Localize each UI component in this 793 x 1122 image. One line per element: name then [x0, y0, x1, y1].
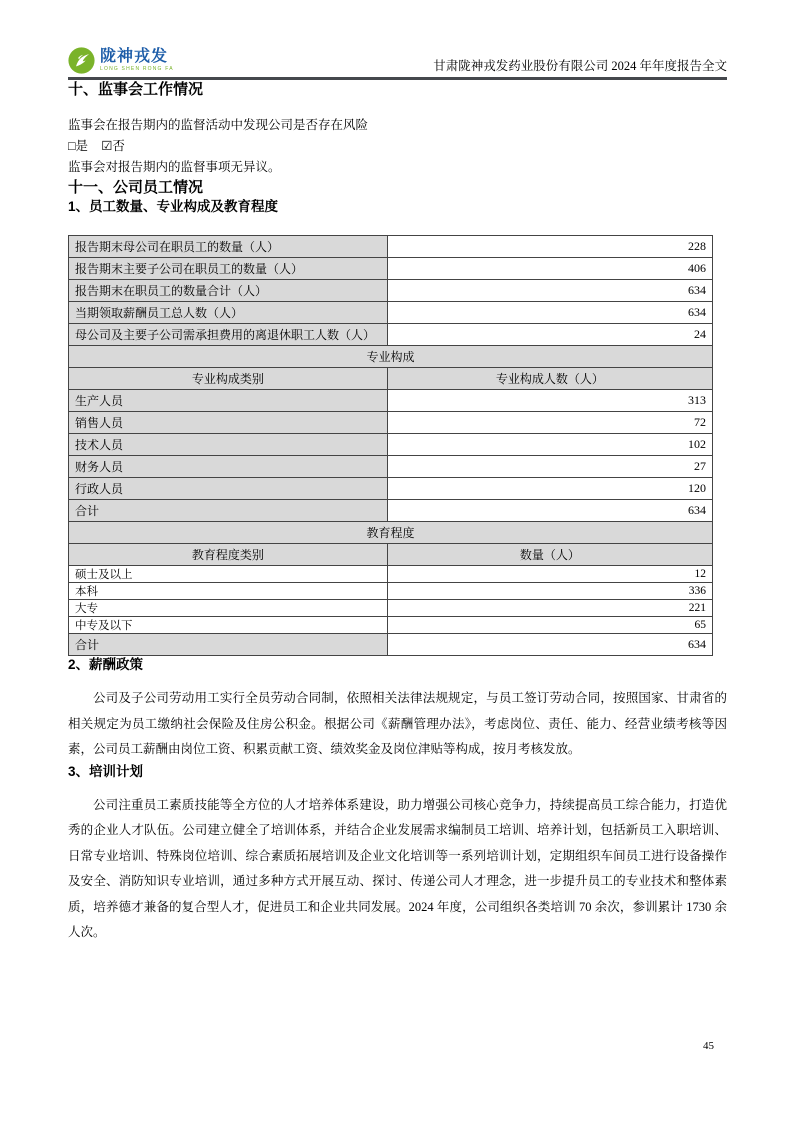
headcount-label: 当期领取薪酬员工总人数（人）: [69, 302, 388, 324]
training-plan-paragraph: 公司注重员工素质技能等全方位的人才培养体系建设，助力增强公司核心竞争力，持续提高员工综合能力，打造优秀的企业人才队伍。公司建立健全了培训体系，并结合企业发展需求编制员工培训、培养计划，包括新员工入职培训、日常专业培训、特殊岗位培训、综合素质拓展培训及企业文化培训等一系列培训计划，定期组织车间员工进行设备操作及安全、消防知识专业培训，通过多种方式开展互动、探讨、传递公司人才理念，进一步提升员工的专业技术和整体素质，培养德才兼备的复合型人才，促进员工和企业共同发展。2024 年度，公司组织各类培训 70 余次，参训累计 1730 余人次。: [68, 797, 727, 939]
headcount-value: 228: [387, 236, 712, 258]
section-heading-employees: 十一、公司员工情况: [68, 179, 204, 196]
education-row: [69, 600, 713, 617]
profession-value: 72: [387, 412, 712, 434]
headcount-value: 634: [387, 302, 712, 324]
education-row: [69, 583, 713, 600]
profession-label: 生产人员: [69, 390, 388, 412]
education-value: 336: [387, 583, 712, 600]
profession-col2-header: 专业构成人数（人）: [387, 368, 712, 390]
company-logo: [68, 47, 174, 74]
profession-total-value: 634: [387, 500, 712, 522]
profession-label: 财务人员: [69, 456, 388, 478]
profession-label: 销售人员: [69, 412, 388, 434]
profession-value: 313: [387, 390, 712, 412]
education-label: 硕士及以上: [69, 566, 388, 583]
logo-brand-text: 陇神戎发: [100, 48, 169, 65]
table-section-title-education: 教育程度: [69, 522, 713, 544]
profession-value: 27: [387, 456, 712, 478]
headcount-value: 634: [387, 280, 712, 302]
company-logo-icon: [68, 47, 95, 74]
education-col2-header: 数量（人）: [387, 544, 712, 566]
table-section-title-profession: 专业构成: [69, 346, 713, 368]
profession-label: 技术人员: [69, 434, 388, 456]
education-total-label: 合计: [69, 634, 388, 656]
education-col1-header: 教育程度类别: [69, 544, 388, 566]
supervisory-checkbox-line: [68, 136, 727, 157]
profession-total-row: [69, 500, 713, 522]
education-total-row: [69, 634, 713, 656]
subsection-heading-headcount: 1、员工数量、专业构成及教育程度: [68, 199, 279, 214]
headcount-row: [69, 324, 713, 346]
education-label: 中专及以下: [69, 617, 388, 634]
logo-brand-subtext: LONG SHEN RONG FA: [100, 66, 174, 72]
profession-row: [69, 412, 713, 434]
profession-total-label: 合计: [69, 500, 388, 522]
education-row: [69, 566, 713, 583]
headcount-value: 406: [387, 258, 712, 280]
supervisory-conclusion: 监事会对报告期内的监督事项无异议。: [68, 160, 281, 174]
page-header: [68, 46, 727, 74]
supervisory-risk-question: 监事会在报告期内的监督活动中发现公司是否存在风险: [68, 118, 369, 132]
education-label: 大专: [69, 600, 388, 617]
headcount-row: [69, 258, 713, 280]
employee-table: [68, 235, 713, 656]
salary-policy-paragraph: 公司及子公司劳动用工实行全员劳动合同制，依照相关法律法规规定，与员工签订劳动合同，按照国家、甘肃省的相关规定为员工缴纳社会保险及住房公积金。根据公司《薪酬管理办法》，考虑岗位、责任、能力、经营业绩考核等因素，公司员工薪酬由岗位工资、积累贡献工资、绩效奖金及岗位津贴等构成，按月考核发放。: [68, 691, 727, 756]
education-column-headers: [69, 544, 713, 566]
document-title: 甘肃陇神戎发药业股份有限公司 2024 年年度报告全文: [433, 59, 727, 73]
profession-value: 120: [387, 478, 712, 500]
profession-col1-header: 专业构成类别: [69, 368, 388, 390]
subsection-heading-salary: 2、薪酬政策: [68, 657, 144, 672]
section-heading-supervisory: 十、监事会工作情况: [68, 81, 204, 98]
headcount-row: [69, 280, 713, 302]
headcount-label: 报告期末主要子公司在职员工的数量（人）: [69, 258, 388, 280]
headcount-label: 报告期末母公司在职员工的数量（人）: [69, 236, 388, 258]
education-label: 本科: [69, 583, 388, 600]
profession-row: [69, 390, 713, 412]
profession-row: [69, 434, 713, 456]
education-value: 65: [387, 617, 712, 634]
headcount-label: 报告期末在职员工的数量合计（人）: [69, 280, 388, 302]
headcount-row: [69, 302, 713, 324]
education-total-value: 634: [387, 634, 712, 656]
profession-value: 102: [387, 434, 712, 456]
profession-label: 行政人员: [69, 478, 388, 500]
profession-row: [69, 478, 713, 500]
headcount-row: [69, 236, 713, 258]
education-value: 221: [387, 600, 712, 617]
profession-row: [69, 456, 713, 478]
checkbox-no-checked: ☑否: [101, 139, 125, 153]
page-number: 45: [703, 1040, 714, 1052]
profession-column-headers: [69, 368, 713, 390]
education-row: [69, 617, 713, 634]
headcount-label: 母公司及主要子公司需承担费用的离退休职工人数（人）: [69, 324, 388, 346]
subsection-heading-training: 3、培训计划: [68, 763, 144, 779]
checkbox-yes: □是: [68, 139, 89, 153]
headcount-value: 24: [387, 324, 712, 346]
education-value: 12: [387, 566, 712, 583]
